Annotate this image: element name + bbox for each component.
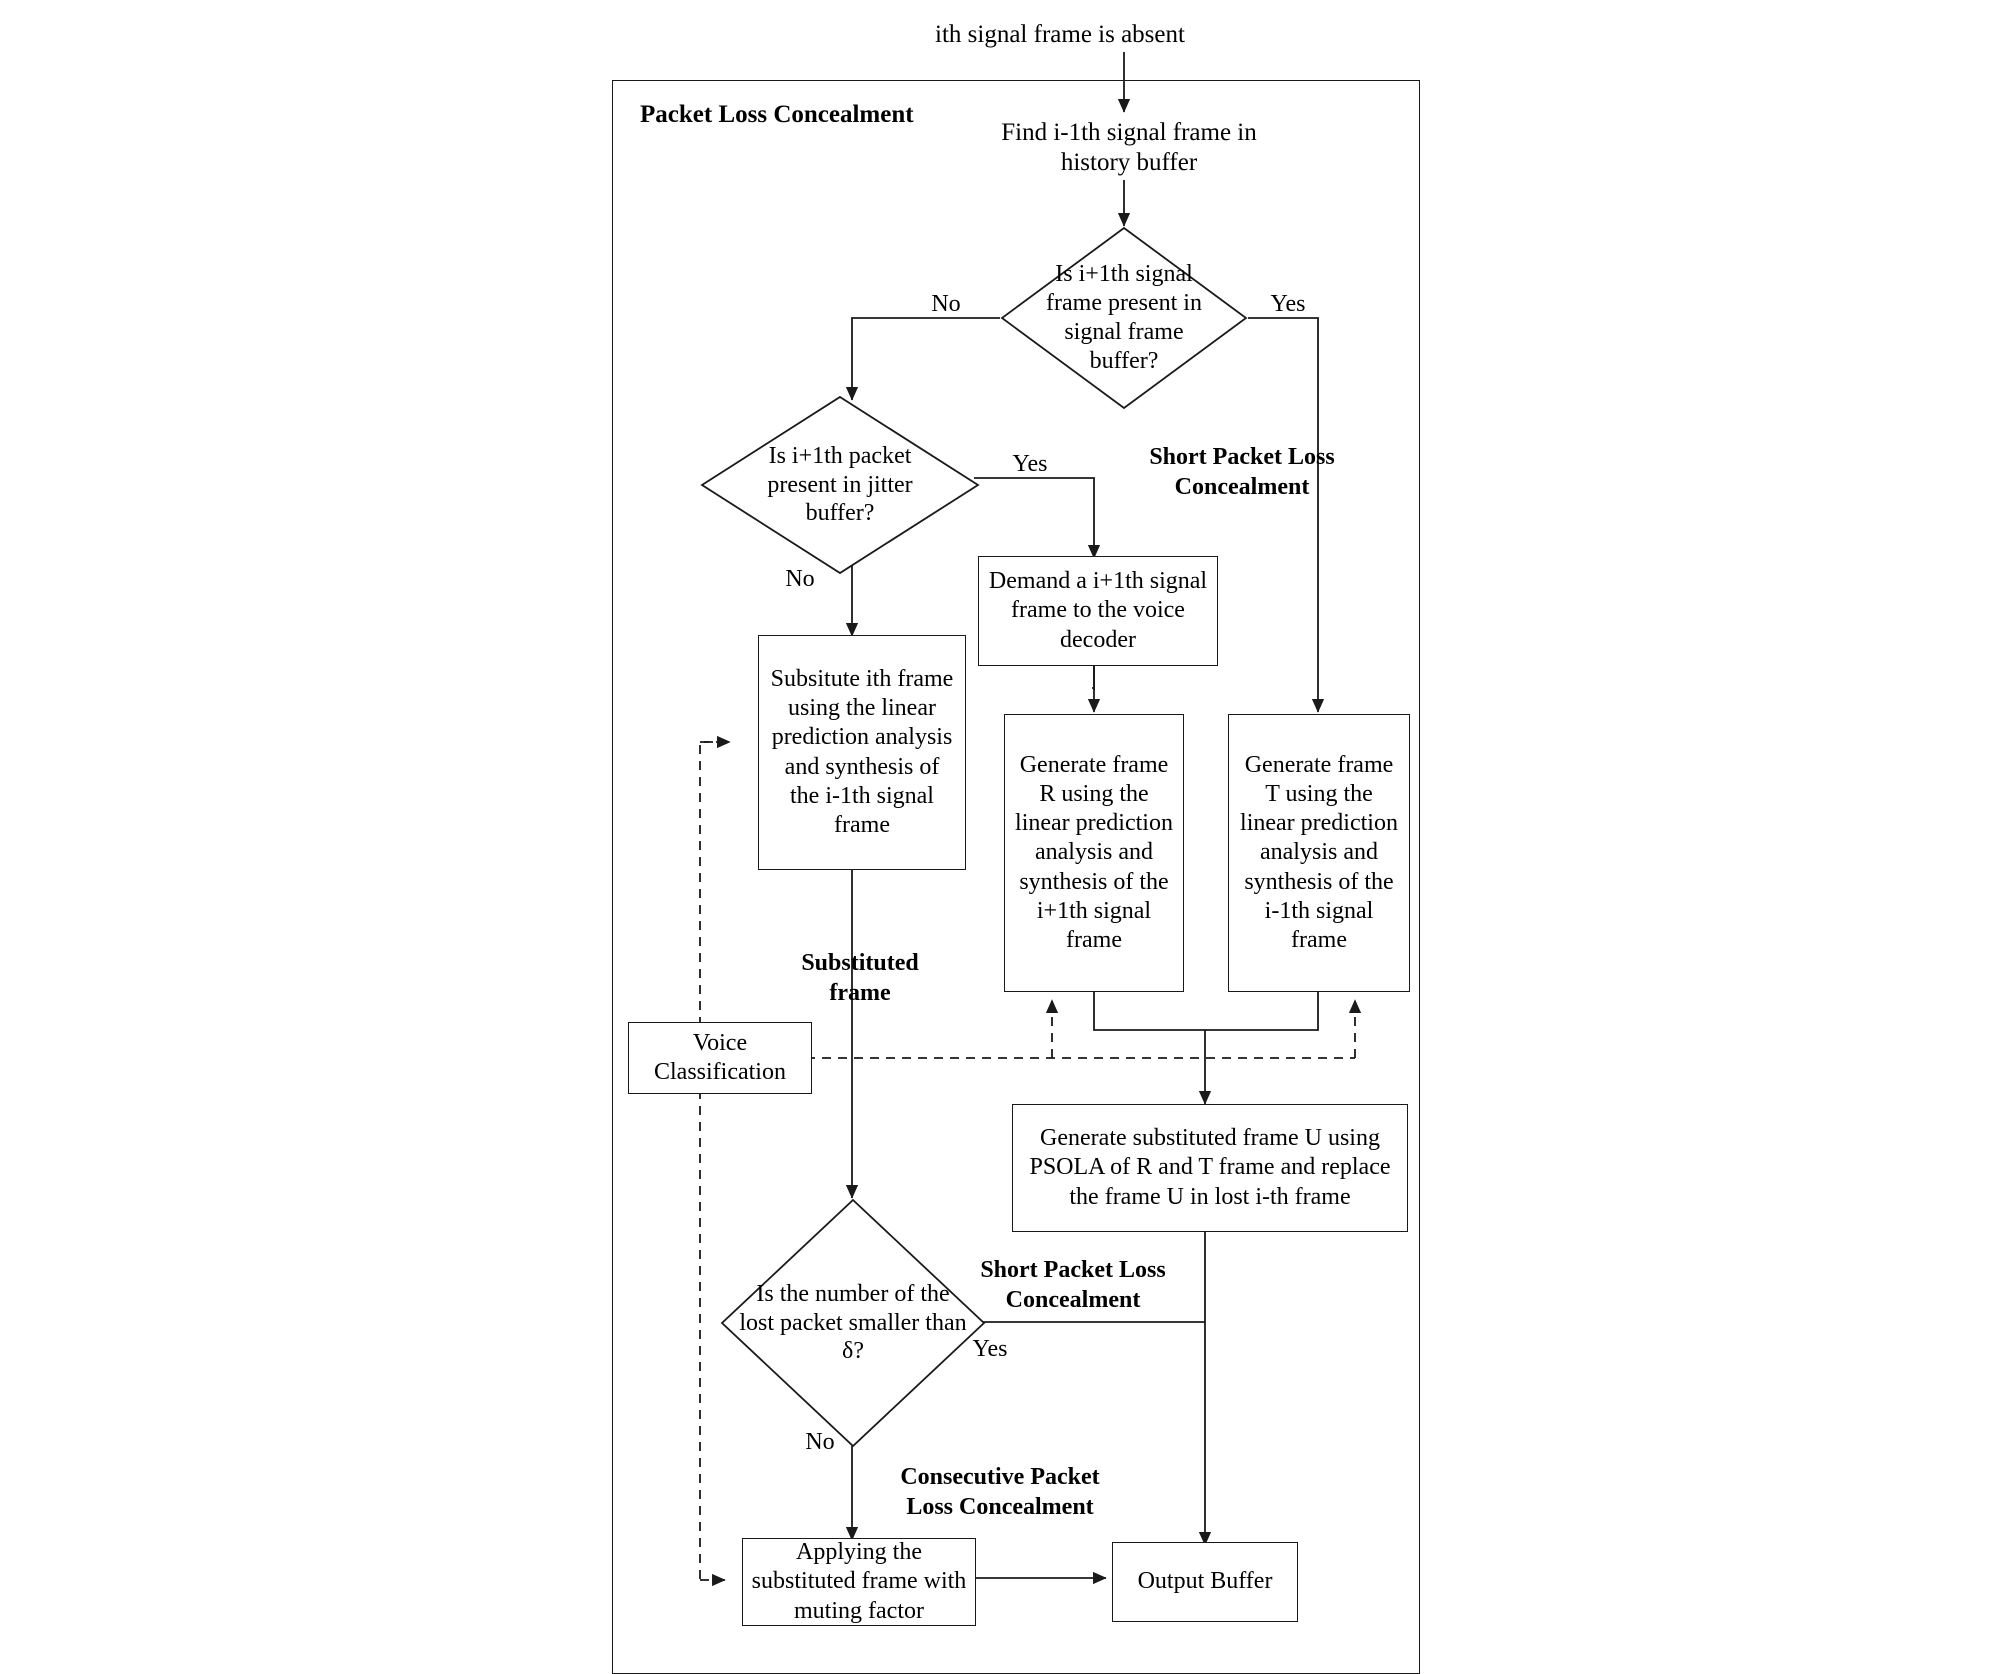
node-generate-frame-t (1228, 714, 1410, 992)
plc-title: Packet Loss Concealment (640, 101, 914, 128)
annotation-substituted-frame (770, 948, 950, 1008)
node-output-buffer (1112, 1542, 1298, 1622)
node-generate-frame-r-text: Generate frame R using the linear prediction analysis and synthesis of the i+1th signal frame (1015, 751, 1173, 954)
edge-label-jitter-yes: Yes (1012, 451, 1048, 477)
top-input-label (880, 20, 1240, 51)
decision-frame-present (1000, 226, 1248, 410)
decision-jitter-buffer-text: Is i+1th packet present in jitter buffer? (767, 442, 913, 527)
annotation-substituted-frame-text: Substituted frame (801, 950, 919, 1006)
node-generate-frame-u (1012, 1104, 1408, 1232)
decision-frame-present-text: Is i+1th signal frame present in signal frame buffer? (1046, 261, 1202, 374)
annotation-consecutive-plc (880, 1462, 1120, 1522)
decision-jitter-buffer (700, 395, 980, 575)
node-voice-classification (628, 1022, 812, 1094)
node-demand-frame-text: Demand a i+1th signal frame to the voice decoder (988, 568, 1208, 653)
annotation-short-plc-bottom-text: Short Packet Loss Concealment (980, 1257, 1166, 1313)
annotation-consecutive-plc-text: Consecutive Packet Loss Concealment (900, 1464, 1100, 1520)
node-substitute-frame (758, 635, 966, 870)
decision-lost-packet-count-text: Is the number of the lost packet smaller than δ? (739, 1280, 967, 1365)
node-generate-frame-r (1004, 714, 1184, 992)
node-applying-muting-factor (742, 1538, 976, 1626)
node-generate-frame-u-text: Generate substituted frame U using PSOLA of R and T frame and replace the frame U in lost i-th frame (1029, 1125, 1391, 1210)
edge-label-count-yes: Yes (972, 1336, 1008, 1362)
node-substitute-frame-text: Subsitute ith frame using the linear prediction analysis and synthesis of the i-1th signal frame (770, 665, 954, 839)
annotation-short-plc-top (1142, 442, 1342, 502)
edge-label-present-yes: Yes (1270, 291, 1306, 317)
edge-label-count-no: No (805, 1429, 835, 1455)
node-find-previous-frame (964, 110, 1294, 186)
decision-lost-packet-count (720, 1198, 986, 1448)
annotation-short-plc-bottom (958, 1255, 1188, 1315)
node-applying-muting-factor-text: Applying the substituted frame with muting factor (751, 1539, 967, 1624)
annotation-short-plc-top-text: Short Packet Loss Concealment (1149, 444, 1335, 500)
node-generate-frame-t-text: Generate frame T using the linear prediction analysis and synthesis of the i-1th signal frame (1240, 751, 1398, 954)
node-voice-classification-text: Voice Classification (654, 1029, 786, 1085)
top-input-text: ith signal frame is absent (935, 21, 1185, 48)
edge-label-jitter-no: No (785, 566, 815, 592)
node-demand-frame (978, 556, 1218, 666)
node-find-previous-frame-text: Find i-1th signal frame in history buffer (1001, 118, 1257, 176)
edge-label-present-no: No (931, 291, 961, 317)
node-output-buffer-text: Output Buffer (1137, 1568, 1273, 1595)
